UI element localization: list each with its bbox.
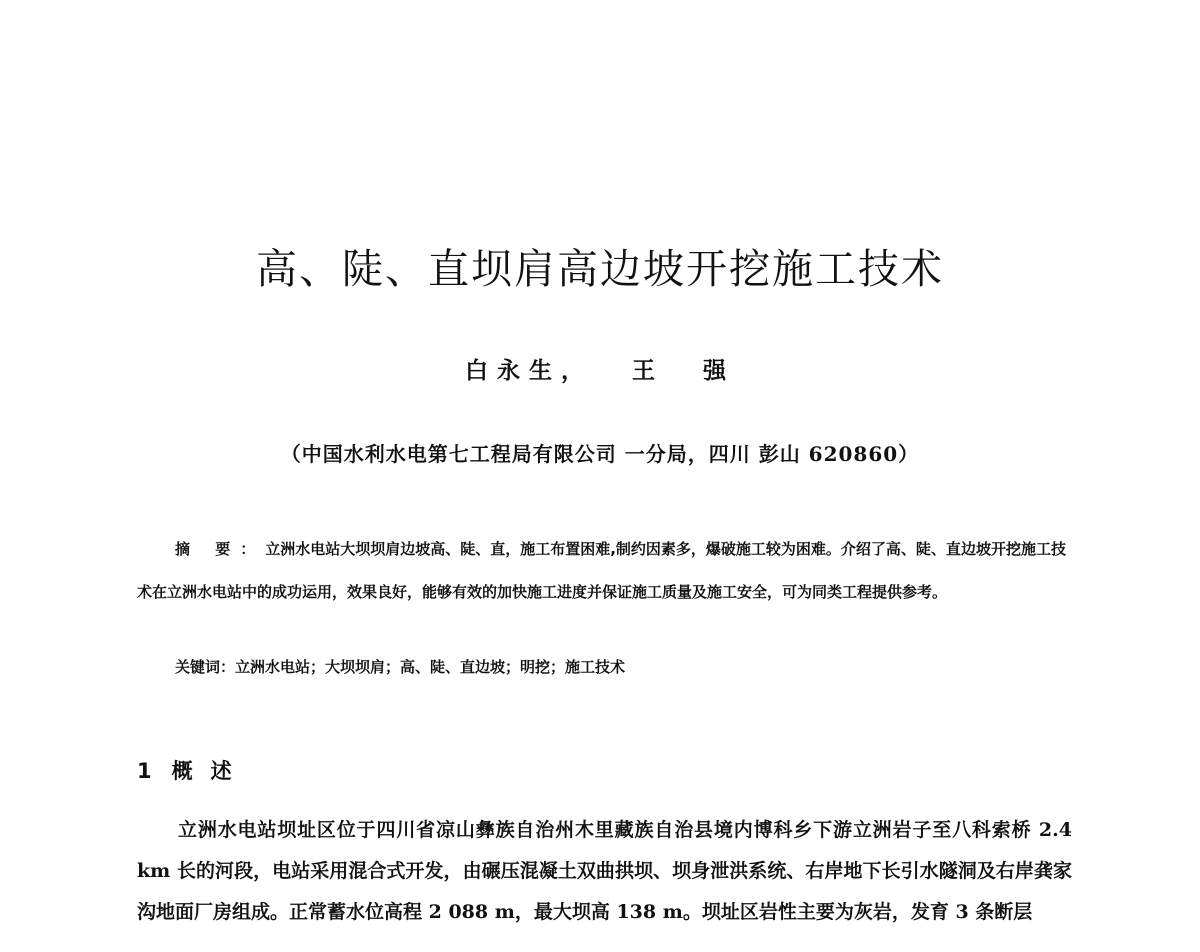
keywords-label: 关键词： [175, 658, 236, 676]
keywords-text: 立洲水电站；大坝坝肩；高、陡、直边坡；明挖；施工技术 [235, 658, 626, 676]
author-list: 白永生， 王 强 [464, 357, 735, 384]
section-number: 1 [137, 759, 152, 783]
affiliation: （中国水利水电第七工程局有限公司 一分局，四川 彭山 620860） [280, 442, 920, 466]
abstract [137, 528, 1077, 614]
paper-title: 高、陡、直坝肩高边坡开挖施工技术 [256, 245, 944, 293]
abstract-text: 立洲水电站大坝坝肩边坡高、陡、直，施工布置困难,制约因素多，爆破施工较为困难。介绍了高、陡、直边坡开挖施工技术在立洲水电站中的成功运用，效果良好，能够有效的加快施工进度并保证施工质量及施工安全，可为同类工程提供参考。 [137, 540, 1066, 601]
abstract-label: 摘 要： [175, 540, 266, 558]
section-heading [137, 755, 250, 785]
keywords [175, 656, 1075, 677]
body-paragraph: 立洲水电站坝址区位于四川省凉山彝族自治州木里藏族自治县境内博科乡下游立洲岩子至八科索桥 2.4 km 长的河段，电站采用混合式开发，由碾压混凝土双曲拱坝、坝身泄洪系统、右岸地下长引水隧洞及右岸龚家沟地面厂房组成。正常蓄水位高程 2 088 m，最大坝高 138 m。坝址区岩性主要为灰岩，发育 3 条断层 [137, 819, 1072, 923]
section-title: 概述 [171, 759, 250, 783]
